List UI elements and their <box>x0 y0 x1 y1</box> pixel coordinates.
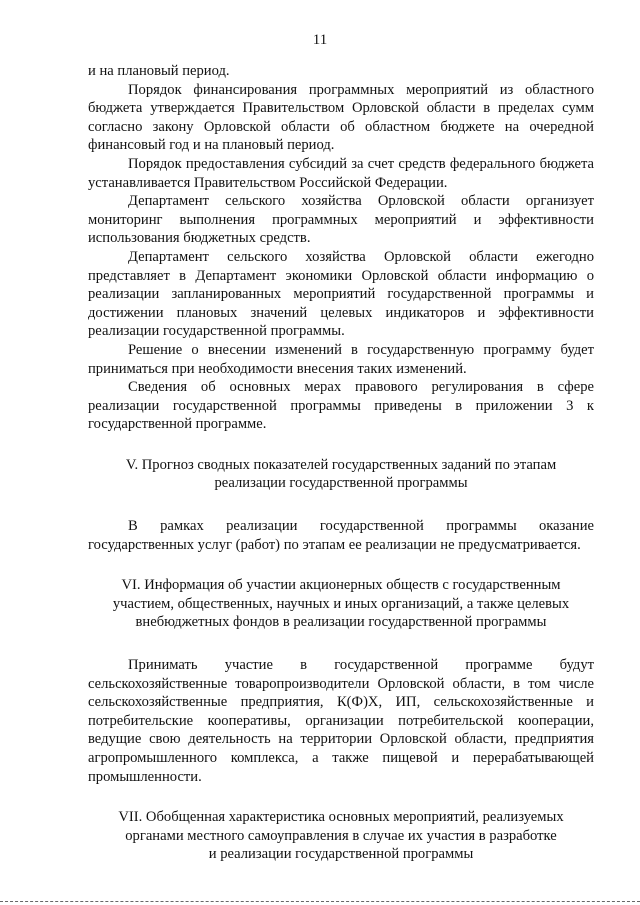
section-6-heading-line: внебюджетных фондов в реализации государственной программы <box>135 614 547 631</box>
scan-bottom-edge <box>0 901 640 902</box>
page-number: 11 <box>312 32 328 48</box>
section-6-heading-line: участием, общественных, научных и иных организаций, а также целевых <box>112 595 570 612</box>
section-7-heading-line: и реализации государственной программы <box>208 846 474 863</box>
paragraph-legal-regulation: Сведения об основных мерах правового регулирования в сфере реализации государственной программы приведены в приложении 3 к государственной программе. <box>88 379 594 433</box>
paragraph-financing-order: Порядок финансирования программных мероприятий из областного бюджета утверждается Правительством Орловской области в пределах сумм согласно закону Орловской области об областном бюджете на очередной финансовый год и на плановый период. <box>88 81 594 154</box>
section-7-heading-line: органами местного самоуправления в случае их участия в разработке <box>125 827 557 844</box>
section-7-heading-line: VII. Обобщенная характеристика основных мероприятий, реализуемых <box>118 809 564 826</box>
section-5-heading-line: реализации государственной программы <box>214 475 468 492</box>
section-6-heading-line: VI. Информация об участии акционерных обществ с государственным <box>121 577 561 594</box>
paragraph-subsidies-order: Порядок предоставления субсидий за счет средств федерального бюджета устанавливается Правительством Российской Федерации. <box>88 155 594 191</box>
paragraph-amendments: Решение о внесении изменений в государственную программу будет приниматься при необходимости внесения таких изменений. <box>88 341 594 377</box>
paragraph-reporting: Департамент сельского хозяйства Орловской области ежегодно представляет в Департамент экономики Орловской области информацию о реализации запланированных мероприятий государственной программы и достижении плановых значений целевых индикаторов и эффективности реализации государственной программы. <box>88 248 594 340</box>
paragraph-continuation: и на плановый период. <box>88 63 230 79</box>
section-7-heading <box>88 808 594 864</box>
document-body <box>88 62 594 888</box>
section-5-heading-line: V. Прогноз сводных показателей государственных заданий по этапам <box>125 456 557 473</box>
section-6-text: Принимать участие в государственной программе будут сельскохозяйственные товаропроизводители Орловской области, в том числе сельскохозяйственные предприятия, К(Ф)Х, ИП, сельскохозяйственные и потребительские кооперативы, организации потребительской кооперации, ведущие свою деятельность на территории Орловской области, предприятия агропромышленного комплекса, а также пищевой и перерабатывающей промышленности. <box>88 657 594 785</box>
paragraph-monitoring: Департамент сельского хозяйства Орловской области организует мониторинг выполнения программных мероприятий и эффективности использования бюджетных средств. <box>88 193 594 247</box>
section-5-text: В рамках реализации государственной программы оказание государственных услуг (работ) по этапам ее реализации не предусматривается. <box>88 518 594 553</box>
section-5-heading <box>88 456 594 493</box>
section-6-heading <box>88 576 594 632</box>
